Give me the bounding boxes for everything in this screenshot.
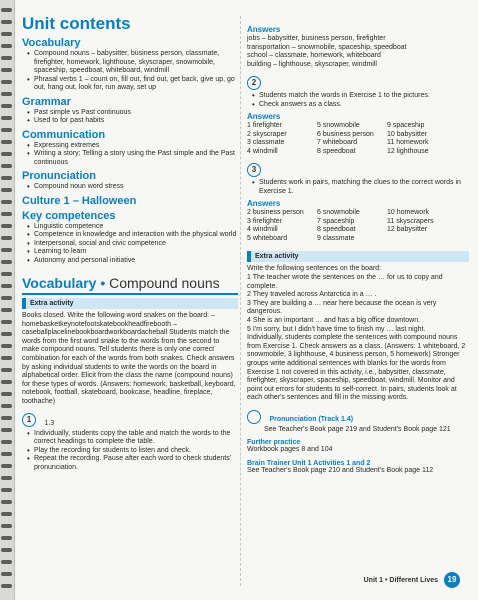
spiral-ring — [1, 476, 12, 480]
spiral-ring — [1, 236, 12, 240]
exercise-2 — [247, 74, 469, 109]
bullet-separator-icon: • — [100, 275, 110, 291]
text-line: building – lighthouse, skyscraper, windmill — [247, 60, 377, 68]
spiral-ring — [1, 224, 12, 228]
section-heading: Pronunciation — [22, 170, 96, 182]
audio-icon — [247, 410, 261, 424]
list-item: • Compound noun word stress — [34, 183, 238, 192]
section-heading: Communication — [22, 128, 106, 141]
answers-3-grid — [247, 209, 469, 243]
spiral-ring — [1, 152, 12, 156]
spiral-ring — [1, 392, 12, 396]
spiral-ring — [1, 20, 12, 24]
answer-item: 2 skyscraper — [247, 130, 287, 138]
answers-heading: Answers — [247, 25, 281, 34]
exercise-number-badge: 3 — [247, 163, 261, 177]
answer-item: 7 whiteboard — [317, 139, 358, 147]
spiral-ring — [1, 440, 12, 444]
brain-trainer-block — [247, 460, 469, 476]
answer-item: 6 business person — [317, 130, 374, 138]
brain-trainer-label: Brain Trainer Unit 1 Activities 1 and 2 — [247, 460, 371, 468]
section-heading: Key competences — [22, 209, 116, 222]
spiral-ring — [1, 560, 12, 564]
answer-item: 3 firefighter — [247, 217, 283, 225]
extra-activity-label: Extra activity — [22, 298, 238, 309]
answer-item: 11 skyscrapers — [387, 217, 434, 225]
list-item: • Phrasal verbs 1 – count on, fill out, find out, get back, give up, go out, hang out, look for, run away, set up — [34, 76, 238, 93]
text-line: school – classmate, homework, whiteboard — [247, 52, 381, 60]
list-item: • Expressing extremes — [34, 142, 238, 151]
spiral-ring — [1, 572, 12, 576]
extra-rest: Individually, students complete the sentences with compound nouns from Exercise 1. Check answers as a class. (Answers: 1 whiteboard, 2 snowmobile, 3 lighthouse, 4 business person, 5 homework) Stronger groups write additional sentences with blanks for the words from Exercise 1 not covered in this activity, i.e., babysitter, classmate, firefighter, skyscraper, spaceship, speedboat, windmill. Monitor and point out errors for students to self-correct. In pairs, students look at each other's sentences and fill in the missing words. — [247, 334, 466, 402]
spiral-ring — [1, 452, 12, 456]
extra-activity-label: Extra activity — [247, 251, 469, 262]
section-list — [22, 109, 238, 126]
extra-sentences — [247, 274, 469, 334]
spiral-ring — [1, 176, 12, 180]
answer-item: 9 spaceship — [387, 122, 425, 130]
spiral-ring — [1, 116, 12, 120]
answers-heading: Answers — [247, 112, 281, 122]
spiral-ring — [1, 92, 12, 96]
spiral-ring — [1, 212, 12, 216]
extra-activity-text: Books closed. Write the following word snakes on the board: – homebasketkeynotefootskatebookheadfirebooth – caseballplacelinebookboardworkboardacheball Students match the words from the first word snake to the words from the second to make compound nouns. Tell students there is only one correct combination for each of the words from both snakes. Check answers by asking individual students to write the words on the board in alphabetical order. Elicit from the class the name (compound nouns) for these types of words. (Answers: homework, basketball, keyboard, notebook, football, skateboard, bookcase, headline, fireplace, toothache) — [22, 312, 236, 405]
text-line: 3 They are building a … near here because the ocean is very dangerous. — [247, 299, 437, 316]
spiral-ring — [1, 140, 12, 144]
column-divider — [240, 16, 241, 586]
spiral-ring — [1, 404, 12, 408]
spiral-ring — [1, 500, 12, 504]
pronunciation-block — [247, 408, 469, 435]
list-item: • Students match the words in Exercise 1 to the pictures. — [259, 92, 469, 101]
text-line: 1 The teacher wrote the sentences on the … for us to copy and complete. — [247, 273, 443, 290]
answer-item: 7 spaceship — [317, 217, 355, 225]
answer-item — [387, 235, 457, 244]
spiral-ring — [1, 536, 12, 540]
left-column — [22, 14, 238, 472]
list-item: • Individually, students copy the table and match the words to the correct headings to complete the table. — [34, 430, 238, 447]
list-item: • Past simple vs Past continuous — [34, 109, 238, 118]
answer-item: 8 speedboat — [317, 147, 356, 155]
list-item: • Linguistic competence — [34, 223, 238, 232]
answer-item: 5 whiteboard — [247, 234, 288, 242]
list-item: • Autonomy and personal initiative — [34, 257, 238, 266]
extra-intro: Write the following sentences on the board: — [247, 265, 382, 273]
unit-contents-title: Unit contents — [22, 14, 131, 33]
answer-item: 2 business person — [247, 209, 304, 217]
answer-item: 10 babysitter — [387, 130, 428, 138]
answer-item: 12 babysitter — [387, 226, 428, 234]
section-list — [22, 183, 238, 192]
answer-item: 12 lighthouse — [387, 147, 429, 155]
list-item: • Play the recording for students to listen and check. — [34, 447, 238, 456]
exercise-1-steps — [22, 430, 238, 473]
answer-item: 8 speedboat — [317, 226, 356, 234]
spiral-binding — [0, 0, 15, 600]
answers-heading: Answers — [247, 199, 281, 209]
spiral-ring — [1, 260, 12, 264]
further-practice-label: Further practice — [247, 439, 301, 447]
spiral-ring — [1, 344, 12, 348]
list-item: • Check answers as a class. — [259, 101, 469, 110]
answer-item: 9 classmate — [317, 234, 355, 242]
spiral-ring — [1, 416, 12, 420]
spiral-ring — [1, 56, 12, 60]
list-item: • Interpersonal, social and civic competence — [34, 240, 238, 249]
exercise-3 — [247, 161, 469, 196]
spiral-ring — [1, 524, 12, 528]
spiral-ring — [1, 296, 12, 300]
spiral-ring — [1, 512, 12, 516]
spiral-ring — [1, 272, 12, 276]
spiral-ring — [1, 104, 12, 108]
right-column — [247, 22, 469, 476]
spiral-ring — [1, 428, 12, 432]
spiral-ring — [1, 68, 12, 72]
answer-item: 4 windmill — [247, 226, 278, 234]
footer-text: Unit 1 • Different Lives — [363, 577, 439, 584]
text-line: 2 They traveled across Antarctica in a … . — [247, 291, 377, 299]
spiral-ring — [1, 200, 12, 204]
vocabulary-subtitle: Compound nouns — [109, 275, 220, 291]
further-practice-text: Workbook pages 8 and 104 — [247, 446, 333, 454]
spiral-ring — [1, 380, 12, 384]
page-number: 19 — [444, 572, 460, 588]
list-item: • Compound nouns – babysitter, business person, classmate, firefighter, homework, lighthouse, skyscraper, snowmobile, spaceship, speedboat, whiteboard, windmill — [34, 50, 238, 76]
spiral-ring — [1, 368, 12, 372]
answer-item: 11 homework — [387, 139, 429, 147]
section-heading: Vocabulary — [22, 37, 81, 49]
vocabulary-heading — [22, 275, 238, 295]
section-list — [22, 223, 238, 266]
spiral-ring — [1, 320, 12, 324]
spiral-ring — [1, 188, 12, 192]
list-item: • Learning to learn — [34, 248, 238, 257]
section-heading: Culture 1 – Halloween — [22, 194, 137, 207]
exercise-number-badge: 2 — [247, 76, 261, 90]
list-item: • Repeat the recording. Pause after each word to check students' pronunciation. — [34, 455, 238, 472]
page — [14, 0, 478, 600]
further-practice-block — [247, 439, 469, 455]
list-item: • Used to for past habits — [34, 117, 238, 126]
exercise-number-badge: 1 — [22, 413, 36, 427]
spiral-ring — [1, 32, 12, 36]
exercise-2-steps — [247, 92, 469, 109]
answers-1-list — [247, 35, 469, 69]
spiral-ring — [1, 488, 12, 492]
spiral-ring — [1, 464, 12, 468]
brain-trainer-text: See Teacher's Book page 210 and Student's Book page 112 — [247, 467, 434, 475]
text-line: jobs – babysitter, business person, firefighter — [247, 35, 386, 42]
spiral-ring — [1, 8, 12, 12]
list-item: • Competence in knowledge and interaction with the physical world — [34, 231, 238, 240]
spiral-ring — [1, 80, 12, 84]
track-number: 1.3 — [44, 419, 55, 427]
pronunciation-text: See Teacher's Book page 219 and Student's Book page 121 — [264, 425, 451, 433]
answer-item: 1 firefighter — [247, 122, 283, 130]
spiral-ring — [1, 548, 12, 552]
page-footer — [364, 572, 460, 588]
answer-item: 4 windmill — [247, 147, 278, 155]
pronunciation-label: Pronunciation (Track 1.4) — [269, 415, 354, 423]
text-line: 5 I'm sorry, but I didn't have time to finish my … last night. — [247, 325, 426, 333]
answers-2-grid — [247, 122, 469, 156]
spiral-ring — [1, 248, 12, 252]
spiral-ring — [1, 44, 12, 48]
spiral-ring — [1, 584, 12, 588]
section-list — [22, 142, 238, 168]
spiral-ring — [1, 308, 12, 312]
answer-item: 10 homework — [387, 209, 430, 217]
spiral-ring — [1, 164, 12, 168]
contents-sections — [22, 37, 238, 265]
answer-item: 6 snowmobile — [317, 209, 360, 217]
spiral-ring — [1, 356, 12, 360]
list-item: • Writing a story; Telling a story using the Past simple and the Past continuous — [34, 150, 238, 167]
vocabulary-title: Vocabulary — [22, 275, 97, 291]
answer-item: 3 classmate — [247, 139, 285, 147]
list-item: • Students work in pairs, matching the clues to the correct words in Exercise 1. — [259, 179, 469, 196]
exercise-1 — [22, 412, 238, 473]
text-line: 4 She is an important … and has a big office downtown. — [247, 316, 421, 324]
text-line: transportation – snowmobile, spaceship, speedboat — [247, 43, 407, 51]
spiral-ring — [1, 284, 12, 288]
spiral-ring — [1, 128, 12, 132]
spiral-ring — [1, 332, 12, 336]
answer-item: 5 snowmobile — [317, 122, 360, 130]
section-heading: Grammar — [22, 95, 71, 108]
exercise-3-steps — [247, 179, 469, 196]
section-list — [22, 50, 238, 93]
